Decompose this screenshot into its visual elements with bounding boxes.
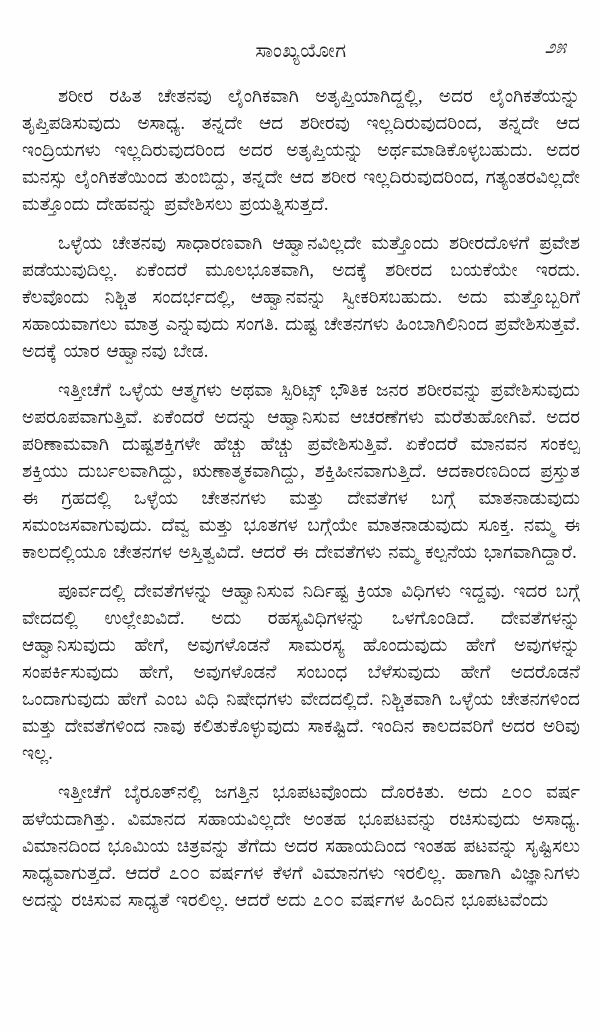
page-body-text — [22, 84, 580, 915]
chapter-title: ಸಾಂಖ್ಯಯೋಗ — [255, 40, 347, 62]
paragraph-5: ಇತ್ತೀಚೆಗೆ ಬೈರೂತ್‌ನಲ್ಲಿ ಜಗತ್ತಿನ ಭೂಪಟವೊಂದು ದೊರಕಿತು. ಅದು ೭೦೦ ವರ್ಷ ಹಳೆಯದಾಗಿತ್ತು. ವಿಮಾನದ ಸಹಾಯವಿಲ್ಲದೇ ಅಂತಹ ಭೂಪಟವನ್ನು ರಚಿಸುವುದು ಅಸಾಧ್ಯ. ವಿಮಾನದಿಂದ ಭೂಮಿಯ ಚಿತ್ರವನ್ನು ತೆಗೆದು ಅದರ ಸಹಾಯದಿಂದ ಇಂತಹ ಪಟವನ್ನು ಸೃಷ್ಟಿಸಲು ಸಾಧ್ಯವಾಗುತ್ತದೆ. ಆದರೆ ೭೦೦ ವರ್ಷಗಳ ಕೆಳಗೆ ವಿಮಾನಗಳು ಇರಲಿಲ್ಲ. ಹಾಗಾಗಿ ವಿಜ್ಞಾನಿಗಳು ಅದನ್ನು ರಚಿಸುವ ಸಾಧ್ಯತೆ ಇರಲಿಲ್ಲ. ಆದರೆ ಅದು ೭೦೦ ವರ್ಷಗಳ ಹಿಂದಿನ ಭೂಪಟವೆಂದು — [22, 783, 580, 911]
page-number: ೨೫ — [544, 37, 566, 58]
paragraph-4: ಪೂರ್ವದಲ್ಲಿ ದೇವತೆಗಳನ್ನು ಆಹ್ವಾನಿಸುವ ನಿರ್ದಿಷ್ಟ ಕ್ರಿಯಾ ವಿಧಿಗಳು ಇದ್ದವು. ಇದರ ಬಗ್ಗೆ ವೇದದಲ್ಲಿ ಉಲ್ಲೇಖವಿದೆ. ಅದು ರಹಸ್ಯವಿಧಿಗಳನ್ನು ಒಳಗೊಂಡಿದೆ. ದೇವತೆಗಳನ್ನು ಆಹ್ವಾನಿಸುವುದು ಹೇಗೆ, ಅವುಗಳೊಡನೆ ಸಾಮರಸ್ಯ ಹೊಂದುವುದು ಹೇಗೆ ಅವುಗಳನ್ನು ಸಂಪರ್ಕಿಸುವುದು ಹೇಗೆ, ಅವುಗಳೊಡನೆ ಸಂಬಂಧ ಬೆಳೆಸುವುದು ಹೇಗೆ ಅದರೊಡನೆ ಒಂದಾಗುವುದು ಹೇಗೆ ಎಂಬ ವಿಧಿ ನಿಷೇಧಗಳು ವೇದದಲ್ಲಿದೆ. ನಿಶ್ಚಿತವಾಗಿ ಒಳ್ಳೆಯ ಚೇತನಗಳಿಂದ ಮತ್ತು ದೇವತೆಗಳಿಂದ ನಾವು ಕಲಿತುಕೊಳ್ಳುವುದು ಸಾಕಷ್ಟಿದೆ. ಇಂದಿನ ಕಾಲದವರಿಗೆ ಅದರ ಅರಿವು ಇಲ್ಲ. — [22, 582, 580, 764]
paragraph-3: ಇತ್ತೀಚೆಗೆ ಒಳ್ಳೆಯ ಆತ್ಮಗಳು ಅಥವಾ ಸ್ಪಿರಿಟ್ಸ್ ಭೌತಿಕ ಜನರ ಶರೀರವನ್ನು ಪ್ರವೇಶಿಸುವುದು ಅಪರೂಪವಾಗುತ್ತಿವೆ. ಏಕೆಂದರೆ ಅದನ್ನು ಆಹ್ವಾನಿಸುವ ಆಚರಣೆಗಳು ಮರೆತುಹೋಗಿವೆ. ಅದರ ಪರಿಣಾಮವಾಗಿ ದುಷ್ಟಶಕ್ತಿಗಳೇ ಹೆಚ್ಚು ಹೆಚ್ಚು ಪ್ರವೇಶಿಸುತ್ತಿವೆ. ಏಕೆಂದರೆ ಮಾನವನ ಸಂಕಲ್ಪ ಶಕ್ತಿಯು ದುರ್ಬಲವಾಗಿದ್ದು, ಋಣಾತ್ಮಕವಾಗಿದ್ದು, ಶಕ್ತಿಹೀನವಾಗುತ್ತಿದೆ. ಆದಕಾರಣದಿಂದ ಪ್ರಸ್ತುತ ಈ ಗ್ರಹದಲ್ಲಿ ಒಳ್ಳೆಯ ಚೇತನಗಳು ಮತ್ತು ದೇವತೆಗಳ ಬಗ್ಗೆ ಮಾತನಾಡುವುದು ಸಮಂಜಸವಾಗುವುದು. ದೆವ್ವ ಮತ್ತು ಭೂತಗಳ ಬಗ್ಗೆಯೇ ಮಾತನಾಡುವುದು ಸೂಕ್ತ. ನಮ್ಮ ಈ ಕಾಲದಲ್ಲಿಯೂ ಚೇತನಗಳ ಅಸ್ತಿತ್ವವಿದೆ. ಆದರೆ ಈ ದೇವತೆಗಳು ನಮ್ಮ ಕಲ್ಪನೆಯ ಭಾಗವಾಗಿದ್ದಾರೆ. — [22, 381, 580, 563]
paragraph-1: ಶರೀರ ರಹಿತ ಚೇತನವು ಲೈಂಗಿಕವಾಗಿ ಅತೃಪ್ತಿಯಾಗಿದ್ದಲ್ಲಿ, ಅದರ ಲೈಂಗಿಕತೆಯನ್ನು ತೃಪ್ತಿಪಡಿಸುವುದು ಅಸಾಧ್ಯ. ತನ್ನದೇ ಆದ ಶರೀರವು ಇಲ್ಲದಿರುವುದರಿಂದ, ತನ್ನದೇ ಆದ ಇಂದ್ರಿಯಗಳು ಇಲ್ಲದಿರುವುದರಿಂದ ಅದರ ಅತೃಪ್ತಿಯನ್ನು ಅರ್ಥಮಾಡಿಕೊಳ್ಳಬಹುದು. ಅದರ ಮನಸ್ಸು ಲೈಂಗಿಕತೆಯಿಂದ ತುಂಬಿದ್ದು, ತನ್ನದೇ ಆದ ಶರೀರ ಇಲ್ಲದಿರುವುದರಿಂದ, ಗತ್ಯಂತರವಿಲ್ಲದೇ ಮತ್ತೊಂದು ದೇಹವನ್ನು ಪ್ರವೇಶಿಸಲು ಪ್ರಯತ್ನಿಸುತ್ತದೆ. — [22, 87, 580, 215]
running-head — [22, 37, 580, 70]
paragraph-2: ಒಳ್ಳೆಯ ಚೇತನವು ಸಾಧಾರಣವಾಗಿ ಆಹ್ವಾನವಿಲ್ಲದೇ ಮತ್ತೊಂದು ಶರೀರದೊಳಗೆ ಪ್ರವೇಶ ಪಡೆಯುವುದಿಲ್ಲ. ಏಕೆಂದರೆ ಮೂಲಭೂತವಾಗಿ, ಅದಕ್ಕೆ ಶರೀರದ ಬಯಕೆಯೇ ಇರದು. ಕೆಲವೊಂದು ನಿಶ್ಚಿತ ಸಂದರ್ಭದಲ್ಲಿ, ಆಹ್ವಾನವನ್ನು ಸ್ವೀಕರಿಸಬಹುದು. ಅದು ಮತ್ತೊಬ್ಬರಿಗೆ ಸಹಾಯವಾಗಲು ಮಾತ್ರ ಎನ್ನುವುದು ಸಂಗತಿ. ದುಷ್ಟ ಚೇತನಗಳು ಹಿಂಬಾಗಿಲಿನಿಂದ ಪ್ರವೇಶಿಸುತ್ತವೆ. ಅದಕ್ಕೆ ಯಾರ ಆಹ್ವಾನವು ಬೇಡ. — [22, 234, 580, 362]
